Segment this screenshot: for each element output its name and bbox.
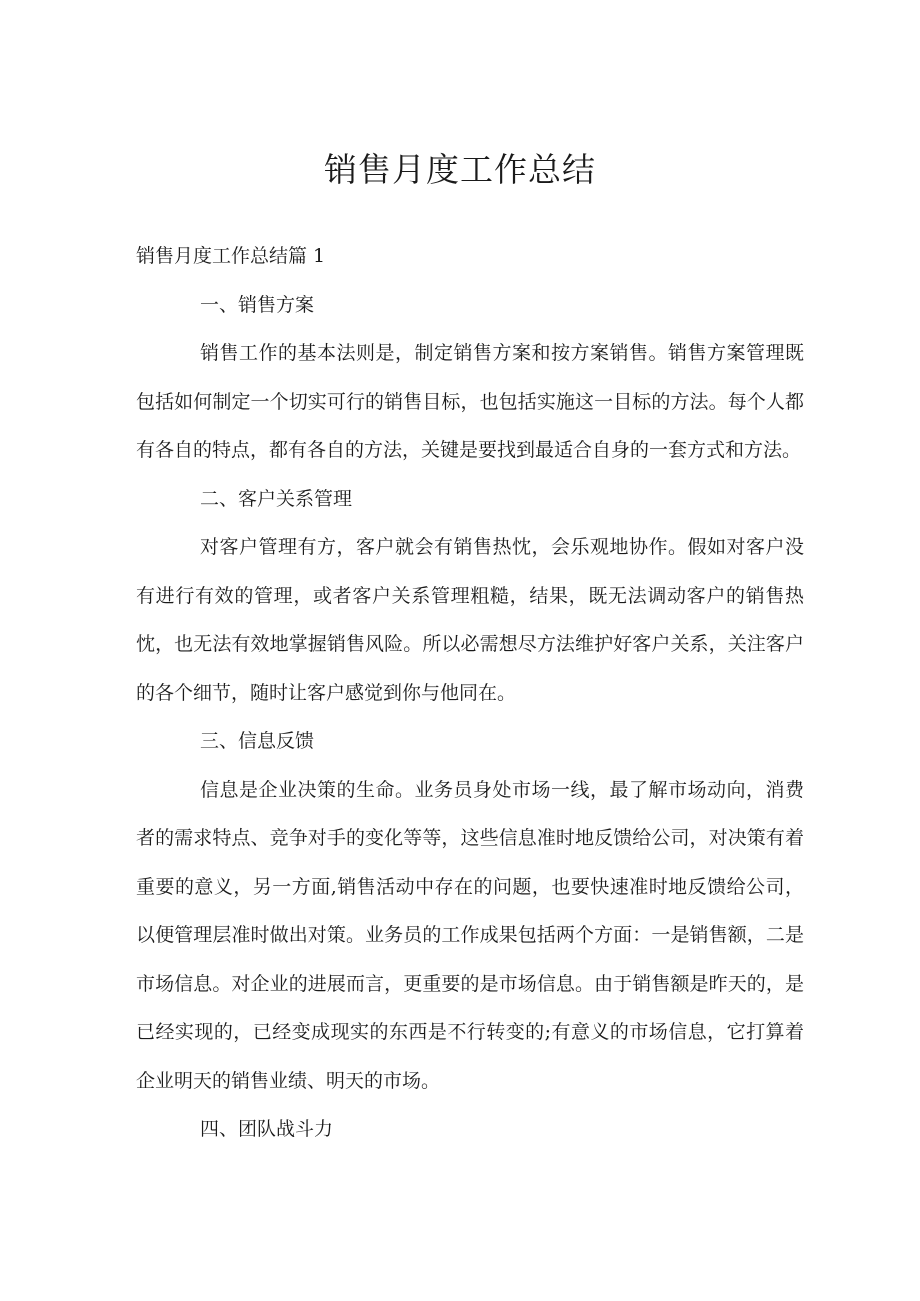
section-paragraph-3: 信息是企业决策的生命。业务员身处市场一线，最了解市场动向，消费者的需求特点、竞争对手的变化等等，这些信息准时地反馈给公司，对决策有着重要的意义，另一方面,销售活动中存在的问题，也要快速准时地反馈给公司，以便管理层准时做出对策。业务员的工作成果包括两个方面：一是销售额，二是市场信息。对企业的进展而言，更重要的是市场信息。由于销售额是昨天的，是已经实现的，已经变成现实的东西是不行转变的;有意义的市场信息，它打算着企业明天的销售业绩、明天的市场。	[136, 778, 804, 1092]
section-paragraph-1: 销售工作的基本法则是，制定销售方案和按方案销售。销售方案管理既包括如何制定一个切实可行的销售目标，也包括实施这一目标的方法。每个人都有各自的特点，都有各自的方法，关键是要找到最适合自身的一套方式和方法。	[136, 342, 804, 461]
section-heading-3: 三、信息反馈	[200, 730, 315, 752]
document-body	[136, 232, 804, 1154]
section-heading-1: 一、销售方案	[200, 293, 315, 316]
document-subtitle: 销售月度工作总结篇 1	[136, 245, 326, 267]
section-paragraph-2: 对客户管理有方，客户就会有销售热忱，会乐观地协作。假如对客户没有进行有效的管理，或者客户关系管理粗糙，结果，既无法调动客户的销售热忱，也无法有效地掌握销售风险。所以必需想尽方法维护好客户关系，关注客户的各个细节，随时让客户感觉到你与他同在。	[136, 536, 804, 704]
section-heading-2: 二、客户关系管理	[200, 487, 353, 510]
section-heading-4: 四、团队战斗力	[200, 1118, 334, 1140]
document-title: 销售月度工作总结	[324, 150, 596, 189]
